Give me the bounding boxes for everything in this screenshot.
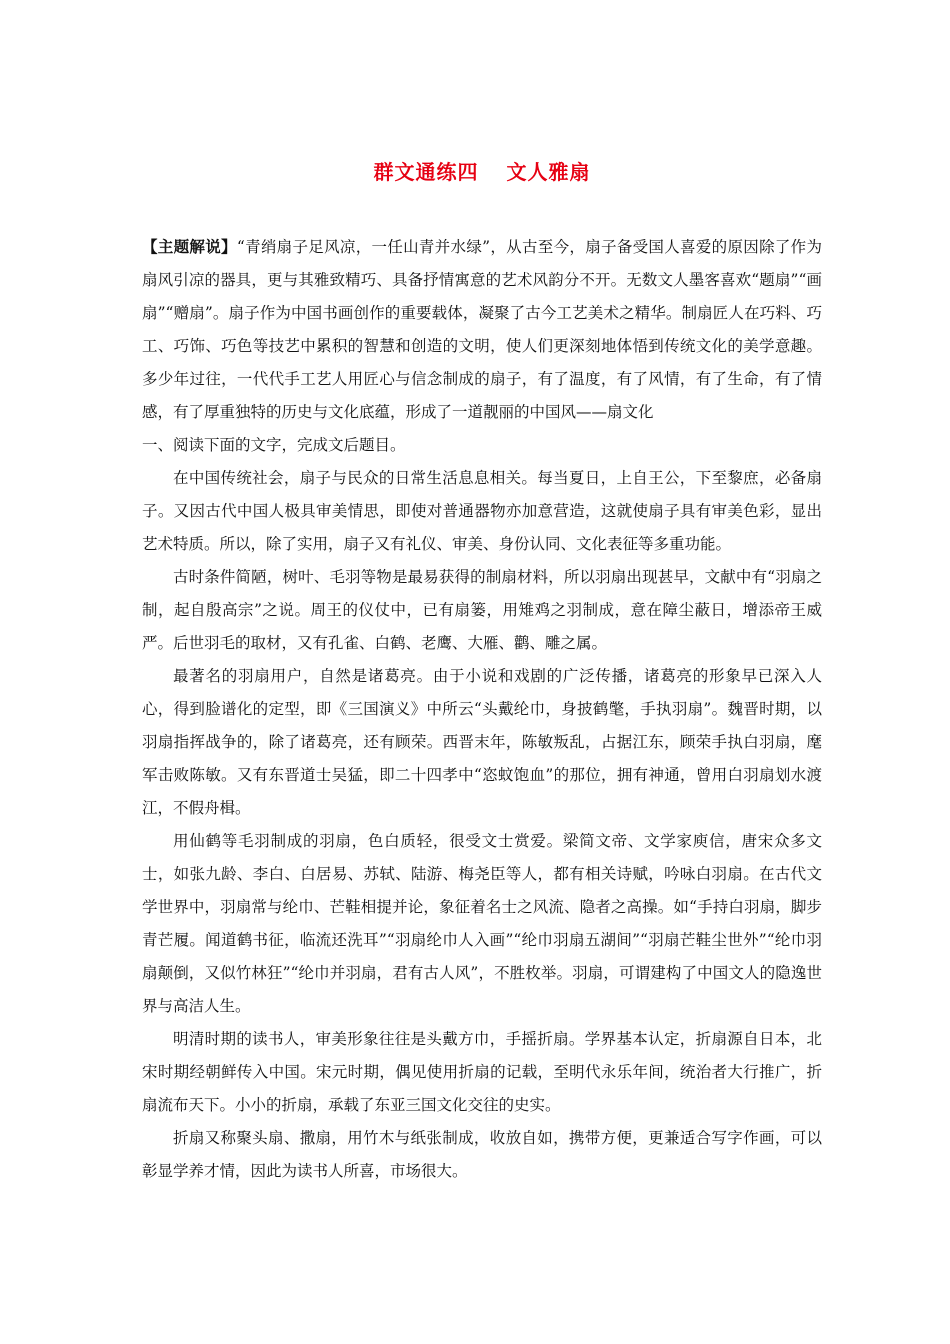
- title-part-1: 群文通练四: [373, 160, 479, 184]
- title-part-2: 文人雅扇: [506, 160, 591, 184]
- theme-label: 【主题解说】: [142, 237, 237, 256]
- body-paragraph-1: 在中国传统社会，扇子与民众的日常生活息息相关。每当夏日，上自王公，下至黎庶，必备扇子。又因古代中国人极具审美情思，即使对普通器物亦加意营造，这就使扇子具有审美色彩，显出艺术特质。所以，除了实用，扇子又有礼仪、审美、身份认同、文化表征等多重功能。: [142, 469, 822, 553]
- body-paragraph-2: 古时条件简陋，树叶、毛羽等物是最易获得的制扇材料，所以羽扇出现甚早，文献中有“羽扇之制，起自殷高宗”之说。周王的仪仗中，已有扇篓，用雉鸡之羽制成，意在障尘蔽日，增添帝王威严。后世羽毛的取材，又有孔雀、白鹤、老鹰、大雁、鹳、雕之属。: [142, 568, 822, 652]
- document-page: [142, 150, 822, 1188]
- body-paragraph-5: 明清时期的读书人，审美形象往往是头戴方巾，手摇折扇。学界基本认定，折扇源自日本，北宋时期经朝鲜传入中国。宋元时期，偶见使用折扇的记载，至明代永乐年间，统治者大行推广，折扇流布天下。小小的折扇，承载了东亚三国文化交往的史实。: [142, 1030, 822, 1114]
- body-paragraph-4: 用仙鹤等毛羽制成的羽扇，色白质轻，很受文士赏爱。梁简文帝、文学家庾信，唐宋众多文士，如张九龄、李白、白居易、苏轼、陆游、梅尧臣等人，都有相关诗赋，吟咏白羽扇。在古代文学世界中，羽扇常与纶巾、芒鞋相提并论，象征着名士之风流、隐者之高操。如“手持白羽扇，脚步青芒履。闻道鹤书征，临流还洗耳”“羽扇纶巾人入画”“纶巾羽扇五湖间”“羽扇芒鞋尘世外”“纶巾羽扇颠倒，又似竹林狂”“纶巾并羽扇，君有古人风”，不胜枚举。羽扇，可谓建构了中国文人的隐逸世界与高洁人生。: [142, 832, 822, 1015]
- section-heading: 一、阅读下面的文字，完成文后题目。: [142, 436, 406, 454]
- page-title: [142, 150, 822, 194]
- theme-explanation: [142, 230, 822, 429]
- body-paragraph-3: 最著名的羽扇用户，自然是诸葛亮。由于小说和戏剧的广泛传播，诸葛亮的形象早已深入人心，得到脸谱化的定型，即《三国演义》中所云“头戴纶巾，身披鹤氅，手执羽扇”。魏晋时期，以羽扇指挥战争的，除了诸葛亮，还有顾荣。西晋末年，陈敏叛乱，占据江东，顾荣手执白羽扇，麾军击败陈敏。又有东晋道士吴猛，即二十四孝中“恣蚊饱血”的那位，拥有神通，曾用白羽扇划水渡江，不假舟楫。: [142, 667, 822, 817]
- theme-text: “青绡扇子足风凉，一任山青并水绿”，从古至今，扇子备受国人喜爱的原因除了作为扇风引凉的器具，更与其雅致精巧、具备抒情寓意的艺术风韵分不开。无数文人墨客喜欢“题扇”“画扇”“赠扇”。扇子作为中国书画创作的重要载体，凝聚了古今工艺美术之精华。制扇匠人在巧料、巧工、巧饰、巧色等技艺中累积的智慧和创造的文明，使人们更深刻地体悟到传统文化的美学意趣。多少年过往，一代代手工艺人用匠心与信念制成的扇子，有了温度，有了风情，有了生命，有了情感，有了厚重独特的历史与文化底蕴，形成了一道靓丽的中国风——扇文化: [142, 238, 822, 421]
- body-paragraph-6: 折扇又称聚头扇、撒扇，用竹木与纸张制成，收放自如，携带方便，更兼适合写字作画，可以彰显学养才情，因此为读书人所喜，市场很大。: [142, 1129, 822, 1180]
